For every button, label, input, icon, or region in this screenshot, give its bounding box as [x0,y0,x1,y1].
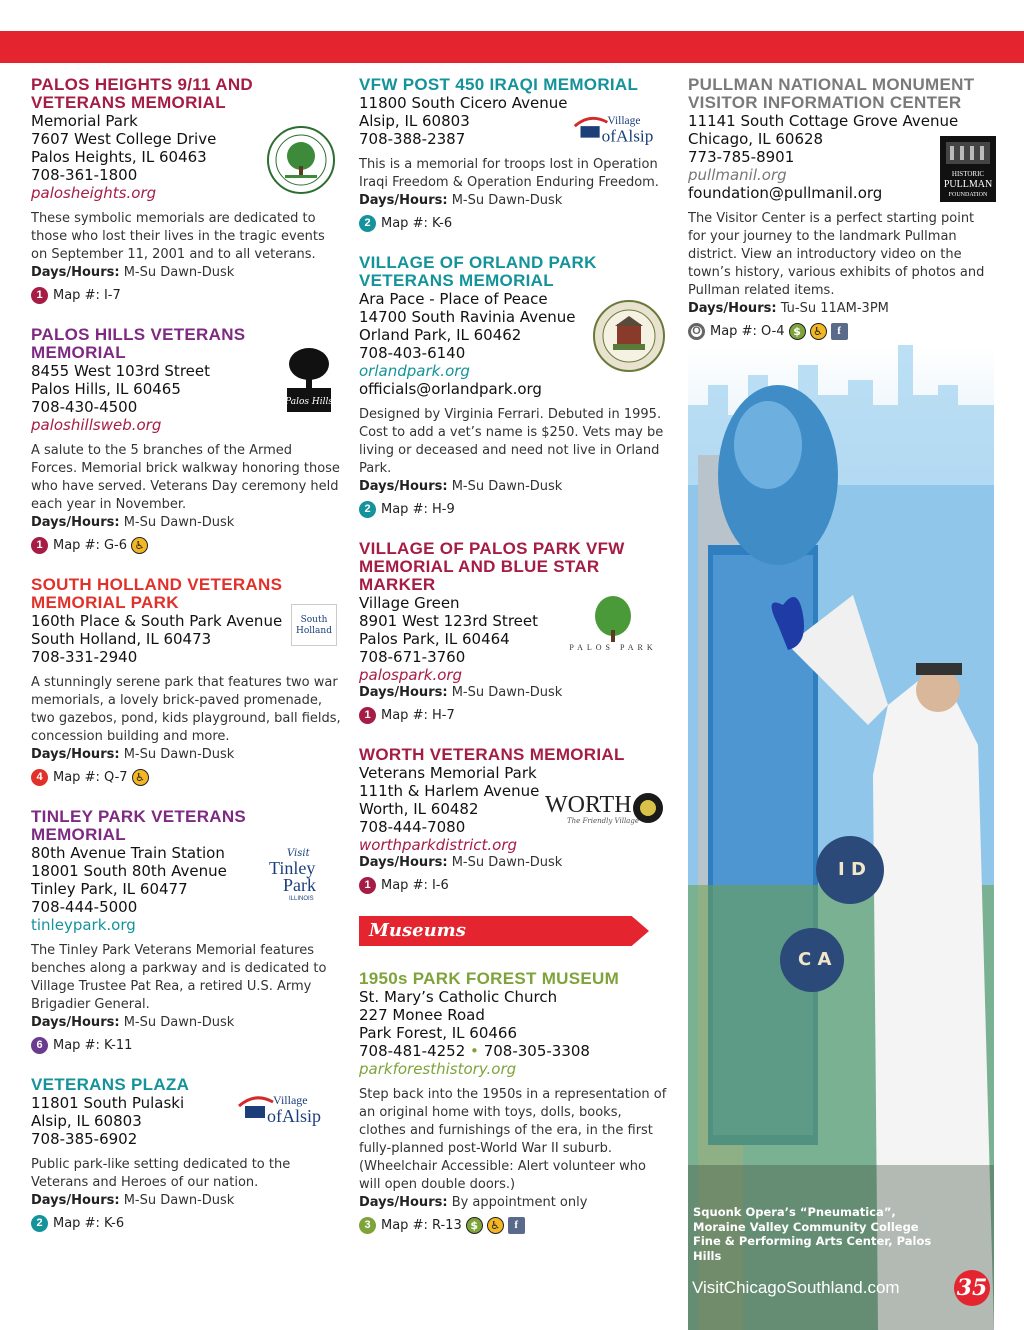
listing-vfw-post-450 [359,76,669,232]
address-line: St. Mary’s Catholic Church [359,988,558,1006]
address-line: 8455 West 103rd Street [31,362,210,380]
map-row [31,1214,341,1232]
website-link[interactable]: worthparkdistrict.org [359,836,518,854]
wheelchair-icon: ♿ [487,1217,504,1234]
photo-ball-letters: C A [798,949,832,970]
email-link[interactable]: foundation@pullmanil.org [688,184,883,202]
svg-text:FOUNDATION: FOUNDATION [948,192,988,198]
wheelchair-icon: ♿ [132,769,149,786]
region-badge: 1 [31,287,48,304]
hours: Days/Hours: By appointment only [359,1195,588,1210]
map-number: Map #: I-6 [381,877,449,893]
website-link[interactable]: paloshillsweb.org [31,416,162,434]
svg-text:Palos Hills: Palos Hills [285,397,333,407]
svg-text:WORTH: WORTH [545,792,632,818]
svg-text:Visit: Visit [287,848,310,859]
listing-title: TINLEY PARK VETERANS MEMORIAL [31,807,247,844]
address-line: 8901 West 123rd Street [359,612,538,630]
listing-title: SOUTH HOLLAND VETERANS MEMORIAL PARK [31,575,283,612]
map-number: Map #: K-6 [381,215,453,231]
region-badge: 6 [31,1037,48,1054]
svg-text:Holland: Holland [296,626,332,636]
historic-pullman-foundation-logo [940,136,996,202]
svg-text:PULLMAN: PULLMAN [943,179,993,190]
wheelchair-icon: ♿ [131,537,148,554]
hours: Days/Hours: M-Su Dawn-Dusk [31,1015,235,1030]
hours: Days/Hours: M-Su Dawn-Dusk [359,855,563,870]
south-holland-logo [291,604,337,646]
map-row [359,500,669,518]
description: These symbolic memorials are dedicated to those who lost their lives in the tragic events on September 11, 2001 and to all veterans. [31,211,325,262]
hours: Days/Hours: M-Su Dawn-Dusk [31,747,235,762]
website-link[interactable]: orlandpark.org [359,362,470,380]
address-line: Worth, IL 60482 [359,800,479,818]
phone: 708-671-3760 [359,648,466,666]
phone: 708-444-7080 [359,818,466,836]
listing-title: PALOS HILLS VETERANS MEMORIAL [31,325,246,362]
map-row [31,536,341,554]
performance-photo [688,345,994,1330]
listing-tinley-park [31,808,341,1054]
address-line: 227 Monee Road [359,1006,485,1024]
palos-hills-tree-logo [281,346,337,416]
column-2 [359,76,669,1256]
region-badge: 1 [359,877,376,894]
map-number: Map #: Q-7 [53,769,128,785]
email-link[interactable]: officials@orlandpark.org [359,380,542,398]
svg-text:HISTORIC: HISTORIC [951,170,985,178]
listing-palos-hills [31,326,341,554]
address-line: Palos Hills, IL 60465 [31,380,181,398]
hours: Days/Hours: M-Su Dawn-Dusk [359,479,563,494]
map-number: Map #: I-7 [53,287,121,303]
wheelchair-icon: ♿ [810,323,827,340]
svg-text:Park: Park [283,875,316,895]
svg-text:Village: Village [273,1093,308,1107]
phone: 708-481-4252 • 708-305-3308 [359,1042,590,1060]
map-row [31,286,341,304]
address-line: 11801 South Pulaski [31,1094,185,1112]
dollar-icon: $ [789,323,806,340]
listing-title: WORTH VETERANS MEMORIAL [359,745,625,764]
svg-text:ILLINOIS: ILLINOIS [289,896,314,902]
address-line: Village Green [359,594,460,612]
address-line: Alsip, IL 60803 [359,112,470,130]
address-line: 111th & Harlem Avenue [359,782,540,800]
listing-worth [359,746,669,894]
address-line: 14700 South Ravinia Avenue [359,308,576,326]
phone: 708-361-1800 [31,166,138,184]
orland-park-seal-logo [593,300,665,372]
hours: Days/Hours: M-Su Dawn-Dusk [31,1193,235,1208]
listing-park-forest-museum [359,970,669,1234]
map-row [359,214,669,232]
address-line: 18001 South 80th Avenue [31,862,227,880]
address-line: Palos Park, IL 60464 [359,630,510,648]
address-line: 80th Avenue Train Station [31,844,225,862]
photo-illustration [688,345,994,1330]
map-row [31,1036,341,1054]
address-line: Park Forest, IL 60466 [359,1024,518,1042]
map-row [359,706,669,724]
description: Public park-like setting dedicated to the Veterans and Heroes of our nation. [31,1157,291,1190]
address-line: Orland Park, IL 60462 [359,326,522,344]
listing-orland-park [359,254,669,518]
address-line: Ara Pace - Place of Peace [359,290,548,308]
description: A salute to the 5 branches of the Armed Forces. Memorial brick walkway honoring those who have served. Veterans Day ceremony held each year in November. [31,443,340,512]
region-badge: 2 [31,1215,48,1232]
description: Step back into the 1950s in a representation of an original home with toys, dolls, books, clothes and furnishings of the era, in the first fully-planned post-World War II suburb. (Wheelchair Accessible: Alert volunteer who will open double doors.) [359,1087,667,1192]
region-badge: 1 [359,707,376,724]
museums-section-banner [359,916,659,950]
listing-title: VILLAGE OF PALOS PARK VFW MEMORIAL AND BLUE STAR MARKER [359,539,625,594]
address-line: South Holland, IL 60473 [31,630,212,648]
listing-palos-park [359,540,669,724]
listing-title: VILLAGE OF ORLAND PARK VETERANS MEMORIAL [359,253,597,290]
address-line: Tinley Park, IL 60477 [31,880,188,898]
hours: Days/Hours: M-Su Dawn-Dusk [31,515,235,530]
description: The Tinley Park Veterans Memorial features benches along a parkway and is dedicated to Village Trustee Pat Rea, a retired U.S. Army Brigadier General. [31,943,327,1012]
address-line: 7607 West College Drive [31,130,217,148]
page-number: 35 [954,1270,990,1306]
svg-text:The Friendly Village: The Friendly Village [567,817,639,825]
map-number: Map #: O-4 [710,323,785,339]
listing-pullman [688,75,993,340]
palos-heights-seal-logo [267,126,335,194]
svg-text:PALOS PARK: PALOS PARK [569,643,657,652]
map-number: Map #: G-6 [53,537,128,553]
map-number: Map #: K-6 [53,1215,125,1231]
website-link[interactable]: parkforesthistory.org [359,1060,517,1078]
tinley-park-logo [267,844,333,902]
phone: 708-385-6902 [31,1130,138,1148]
address-line: Chicago, IL 60628 [688,130,824,148]
footer-website-link[interactable]: VisitChicagoSouthland.com [692,1278,900,1297]
region-badge: O [688,323,705,340]
dollar-icon: $ [466,1217,483,1234]
top-red-bar [0,31,1024,63]
website-link[interactable]: palospark.org [359,666,463,684]
map-number: Map #: R-13 [381,1217,462,1233]
village-of-alsip-logo [233,1090,329,1128]
description: This is a memorial for troops lost in Operation Iraqi Freedom & Operation Enduring Freedom. [359,157,659,190]
map-number: Map #: H-7 [381,707,455,723]
svg-text:ofAlsip: ofAlsip [267,1106,321,1126]
svg-text:Tinley: Tinley [269,858,316,878]
column-1 [31,76,341,1254]
phone: 708-388-2387 [359,130,466,148]
region-badge: 3 [359,1217,376,1234]
map-row [31,768,341,786]
listing-title: 1950s PARK FOREST MUSEUM [359,969,620,988]
address-line: Alsip, IL 60803 [31,1112,142,1130]
region-badge: 2 [359,501,376,518]
facebook-icon[interactable]: f [831,323,848,340]
listing-title: VETERANS PLAZA [31,1075,190,1094]
description: Designed by Virginia Ferrari. Debuted in 1995. Cost to add a vet’s name is $250. Vets may be living or deceased and need not live in Orland Park. [359,407,664,476]
map-row [688,322,988,340]
phone: 708-403-6140 [359,344,466,362]
listing-veterans-plaza [31,1076,341,1232]
map-number: Map #: H-9 [381,501,455,517]
listing-title: PULLMAN NATIONAL MONUMENT VISITOR INFORMATION CENTER [688,75,975,112]
svg-text:ofAlsip: ofAlsip [601,126,654,146]
listing-south-holland [31,576,341,786]
website-link[interactable]: tinleypark.org [31,916,136,934]
worth-logo [545,788,665,828]
photo-ball-letters: I D [838,859,866,880]
phone: 773-785-8901 [688,148,795,166]
hours: Days/Hours: M-Su Dawn-Dusk [359,193,563,208]
website-link[interactable]: pullmanil.org [688,166,787,184]
village-of-alsip-logo [569,110,661,148]
palos-park-logo [565,594,661,658]
region-badge: 1 [31,537,48,554]
address-line: Palos Heights, IL 60463 [31,148,207,166]
address-line: 160th Place & South Park Avenue [31,612,283,630]
photo-caption: Squonk Opera’s “Pneumatica”, Moraine Valley Community College Fine & Performing Arts Center, Palos Hills [693,1205,932,1263]
phone: 708-430-4500 [31,398,138,416]
description: The Visitor Center is a perfect starting point for your journey to the landmark Pullman district. View an introductory video on the town’s history, various exhibits of photos and Pullman related items. [688,211,985,298]
hours: Days/Hours: Tu-Su 11AM-3PM [688,301,889,316]
listing-palos-heights [31,76,341,304]
svg-text:Village: Village [607,115,641,128]
map-row [359,876,669,894]
hours: Days/Hours: M-Su Dawn-Dusk [31,265,235,280]
address-line: 11141 South Cottage Grove Avenue [688,112,959,130]
listing-title: VFW POST 450 IRAQI MEMORIAL [359,75,639,94]
address-line: 11800 South Cicero Avenue [359,94,568,112]
listing-title: PALOS HEIGHTS 9/11 AND VETERANS MEMORIAL [31,75,253,112]
map-row [359,1216,669,1234]
facebook-icon[interactable]: f [508,1217,525,1234]
phone: 708-444-5000 [31,898,138,916]
svg-text:South: South [300,615,328,625]
website-link[interactable]: palosheights.org [31,184,157,202]
region-badge: 4 [31,769,48,786]
address-line: Memorial Park [31,112,138,130]
region-badge: 2 [359,215,376,232]
description: A stunningly serene park that features two war memorials, a lovely brick-paved promenade, two gazebos, pond, kids playground, ball fields, concession building and more. [31,675,341,744]
address-line: Veterans Memorial Park [359,764,537,782]
column-3 [688,75,993,362]
hours: Days/Hours: M-Su Dawn-Dusk [359,685,563,700]
map-number: Map #: K-11 [53,1037,133,1053]
section-heading: Museums [369,920,466,941]
phone: 708-331-2940 [31,648,138,666]
